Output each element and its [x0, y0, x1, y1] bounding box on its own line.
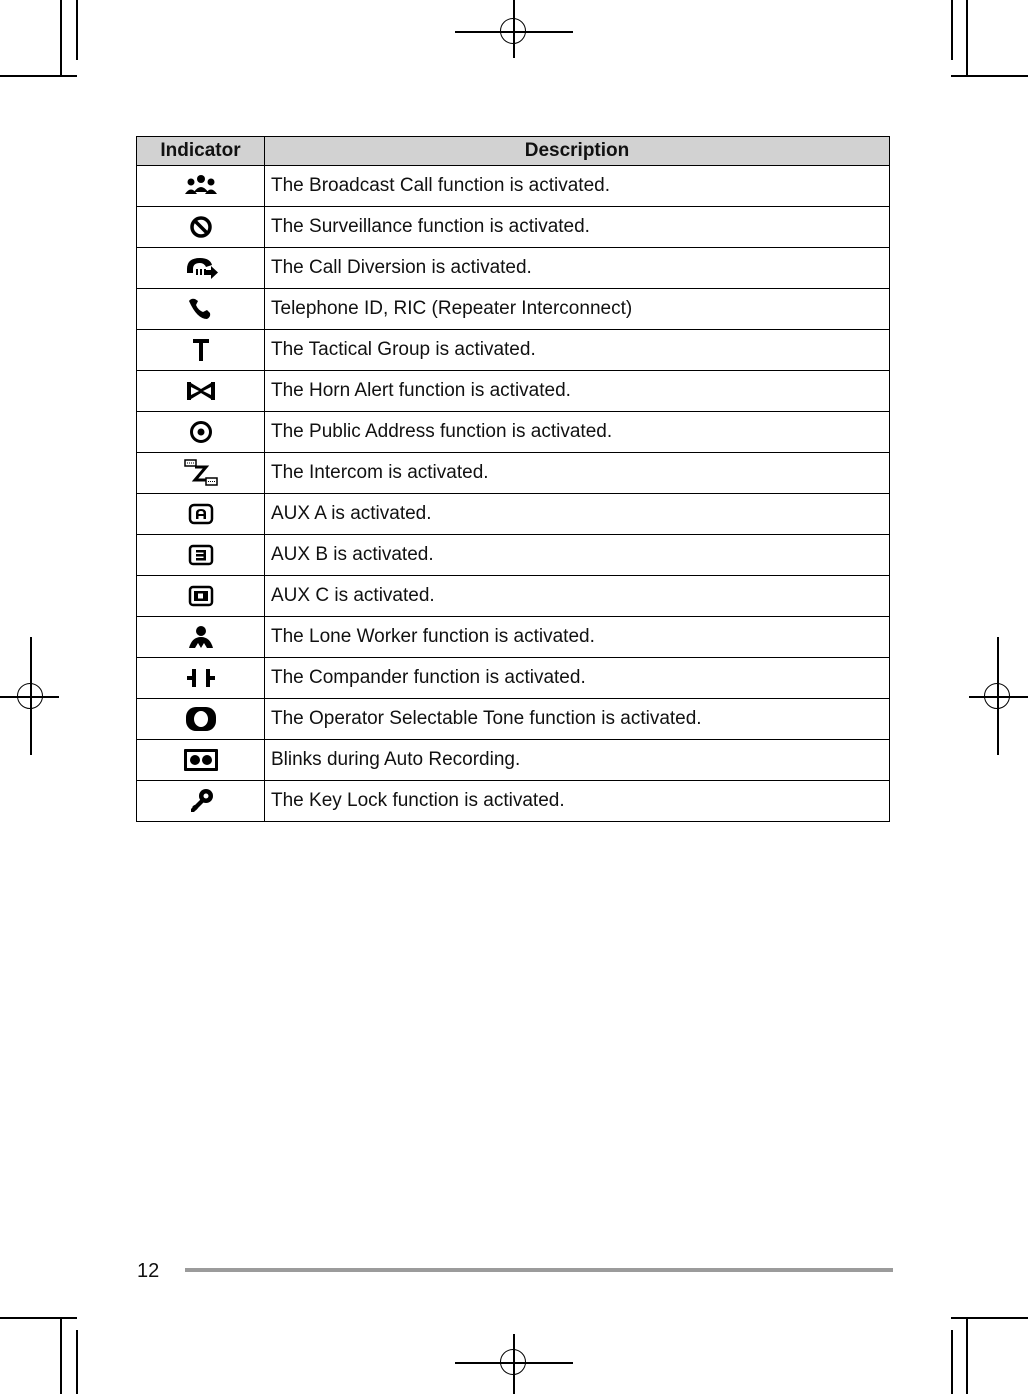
broadcast-call-icon: [184, 174, 218, 198]
indicator-description: The Public Address function is activated.: [265, 412, 890, 453]
indicator-table: [136, 136, 890, 822]
crop-mark: [60, 0, 62, 77]
table-row: [137, 658, 890, 699]
registration-mark: [984, 683, 1010, 709]
telephone-icon: [186, 296, 216, 322]
crop-mark: [0, 75, 77, 77]
crop-mark: [951, 1330, 953, 1394]
table-row: [137, 412, 890, 453]
table-row: [137, 740, 890, 781]
aux-a-icon: [187, 502, 215, 526]
indicator-description: AUX B is activated.: [265, 535, 890, 576]
table-row: [137, 248, 890, 289]
indicator-description: The Surveillance function is activated.: [265, 207, 890, 248]
indicator-description: The Tactical Group is activated.: [265, 330, 890, 371]
table-row: [137, 371, 890, 412]
crop-mark: [60, 1317, 62, 1394]
table-row: [137, 289, 890, 330]
call-diversion-icon: [184, 255, 218, 281]
indicator-description: The Operator Selectable Tone function is activated.: [265, 699, 890, 740]
crop-mark: [966, 0, 968, 77]
tactical-group-icon: [190, 337, 212, 363]
horn-alert-icon: [185, 380, 217, 402]
footer-rule: [185, 1268, 893, 1272]
table-row: [137, 617, 890, 658]
crop-mark: [951, 1317, 1028, 1319]
table-row: [137, 699, 890, 740]
page-number: 12: [137, 1260, 160, 1282]
intercom-icon: [184, 458, 218, 488]
compander-icon: [185, 666, 217, 690]
table-row: [137, 494, 890, 535]
operator-selectable-tone-icon: [183, 705, 219, 733]
crop-mark: [951, 0, 953, 60]
surveillance-icon: [188, 215, 214, 239]
table-row: [137, 576, 890, 617]
public-address-icon: [187, 420, 215, 444]
crop-mark: [76, 0, 78, 60]
indicator-description: The Intercom is activated.: [265, 453, 890, 494]
registration-mark: [500, 18, 526, 44]
aux-b-icon: [187, 543, 215, 567]
indicator-description: The Call Diversion is activated.: [265, 248, 890, 289]
aux-c-icon: [187, 584, 215, 608]
table-row: [137, 330, 890, 371]
description-column-header: Description: [265, 137, 890, 166]
crop-mark: [951, 75, 1028, 77]
indicator-description: The Horn Alert function is activated.: [265, 371, 890, 412]
table-header-row: [137, 137, 890, 166]
indicator-description: The Compander function is activated.: [265, 658, 890, 699]
table-row: [137, 453, 890, 494]
table-row: [137, 535, 890, 576]
table-row: [137, 781, 890, 822]
indicator-description: AUX C is activated.: [265, 576, 890, 617]
auto-recording-icon: [182, 747, 220, 773]
indicator-description: The Lone Worker function is activated.: [265, 617, 890, 658]
registration-mark: [500, 1349, 526, 1375]
table-row: [137, 207, 890, 248]
indicator-description: Blinks during Auto Recording.: [265, 740, 890, 781]
crop-mark: [0, 1317, 77, 1319]
crop-mark: [76, 1330, 78, 1394]
crop-mark: [966, 1317, 968, 1394]
indicator-description: AUX A is activated.: [265, 494, 890, 535]
indicator-description: The Key Lock function is activated.: [265, 781, 890, 822]
table-row: [137, 166, 890, 207]
indicator-description: Telephone ID, RIC (Repeater Interconnect): [265, 289, 890, 330]
lone-worker-icon: [186, 624, 216, 650]
indicator-column-header: Indicator: [137, 137, 265, 166]
indicator-description: The Broadcast Call function is activated.: [265, 166, 890, 207]
key-lock-icon: [185, 787, 217, 815]
registration-mark: [17, 683, 43, 709]
